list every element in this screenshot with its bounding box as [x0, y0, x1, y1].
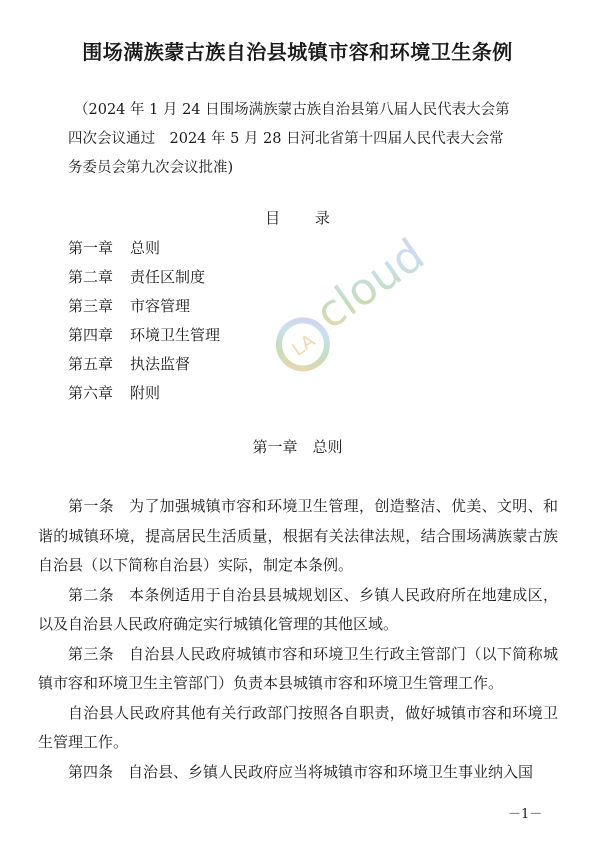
- toc-item: [68, 234, 368, 263]
- toc-item-title: 附则: [130, 384, 161, 402]
- toc-item-title: 执法监督: [130, 355, 191, 373]
- article-paragraph: [38, 492, 558, 581]
- article-label: 第二条: [68, 585, 114, 604]
- chapter-number: 第一章: [252, 438, 298, 456]
- toc-item-number: 第五章: [68, 355, 114, 373]
- article-paragraph: [38, 758, 558, 788]
- article-label: 第三条: [68, 644, 114, 663]
- toc-item-number: 第一章: [68, 239, 114, 257]
- toc-item: [68, 263, 368, 292]
- watermark-word: cloud: [306, 229, 434, 340]
- article-paragraph: [38, 581, 558, 640]
- toc-heading: 目 录: [265, 209, 330, 227]
- watermark-badge-text: LA: [288, 330, 320, 361]
- article-text: 自治县、乡镇人民政府应当将城镇市容和环境卫生事业纳入国: [128, 762, 534, 781]
- document-title: 围场满族蒙古族自治县城镇市容和环境卫生条例: [82, 40, 513, 64]
- toc-item-title: 总则: [130, 239, 161, 257]
- article-paragraph: [38, 699, 558, 758]
- toc-item-number: 第二章: [68, 268, 114, 286]
- toc-item: [68, 350, 368, 379]
- toc-item-title: 环境卫生管理: [130, 326, 221, 344]
- enactment-note: [68, 96, 538, 183]
- article-paragraph: [38, 640, 558, 699]
- enactment-note-line: （2024 年 1 月 24 日围场满族蒙古族自治县第八届人民代表大会第: [74, 102, 510, 118]
- toc-item-number: 第六章: [68, 384, 114, 402]
- article-text: 本条例适用于自治县县城规划区、乡镇人民政府所在地建成区，以及自治县人民政府确定实行城镇化管理的其他区域。: [38, 585, 558, 633]
- table-of-contents: [68, 234, 368, 408]
- chapter-title: 总则: [312, 438, 343, 456]
- toc-item: [68, 321, 368, 350]
- article-text: 自治县人民政府城镇市容和环境卫生行政主管部门（以下简称城镇市容和环境卫生主管部门）负责本县城镇市容和环境卫生管理工作。: [38, 644, 558, 692]
- article-label: 第四条: [68, 762, 114, 781]
- enactment-note-line: 四次会议通过 2024 年 5 月 28 日河北省第十四届人民代表大会常: [68, 131, 504, 147]
- toc-item-title: 责任区制度: [130, 268, 206, 286]
- article-text: 自治县人民政府其他有关行政部门按照各自职责，做好城镇市容和环境卫生管理工作。: [38, 703, 558, 751]
- toc-item-title: 市容管理: [130, 297, 191, 315]
- toc-item: [68, 379, 368, 408]
- article-body: [38, 492, 558, 787]
- article-label: 第一条: [68, 497, 114, 515]
- page-number: －1－: [508, 807, 543, 822]
- enactment-note-line: 务委员会第九次会议批准): [68, 160, 234, 176]
- article-text: 为了加强城镇市容和环境卫生管理，创造整洁、优美、文明、和谐的城镇环境，提高居民生活质量，根据有关法律法规，结合围场满族蒙古族自治县（以下简称自治县）实际，制定本条例。: [38, 497, 558, 574]
- chapter-heading: [0, 436, 595, 457]
- toc-item-number: 第三章: [68, 297, 114, 315]
- toc-item: [68, 292, 368, 321]
- toc-item-number: 第四章: [68, 326, 114, 344]
